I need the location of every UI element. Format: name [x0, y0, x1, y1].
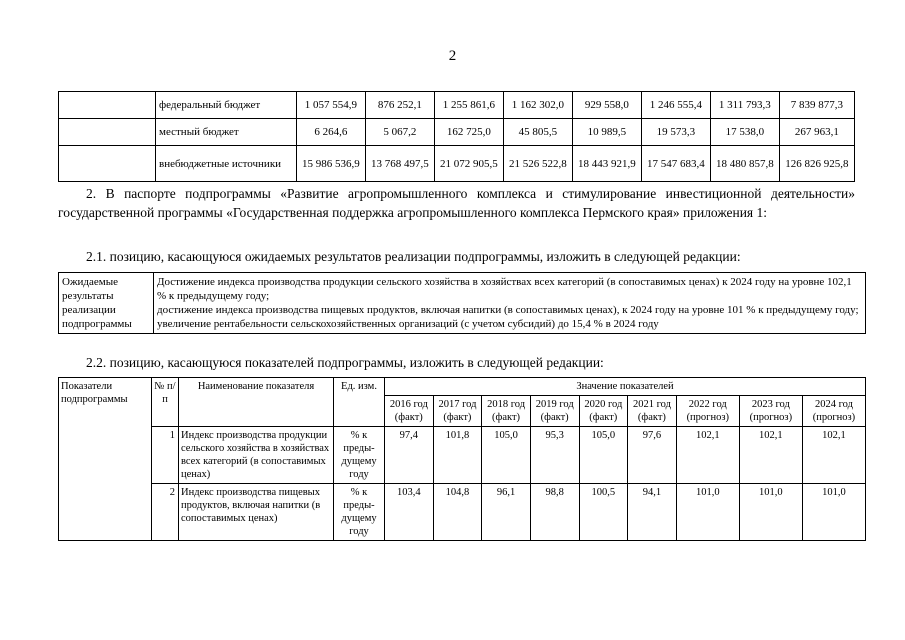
- paragraph-2-2: 2.2. позицию, касающуюся показателей подпрограммы, изложить в следующей редакции:: [86, 355, 604, 370]
- budget-value: 5 067,2: [365, 119, 434, 146]
- budget-row: [59, 92, 855, 119]
- budget-value: 1 162 302,0: [503, 92, 572, 119]
- expected-results-table: [58, 272, 866, 334]
- year-header: 2017 год (факт): [433, 396, 482, 427]
- result-line-3: увеличение рентабельности сельскохозяйственных организаций (с учетом субсидий) до 15,4 % в 2024 году: [157, 318, 659, 330]
- budget-value: 45 805,5: [503, 119, 572, 146]
- year-header: 2018 год (факт): [482, 396, 531, 427]
- indicator-value: 97,6: [628, 427, 677, 484]
- indicator-value: 98,8: [530, 484, 579, 541]
- results-text: [154, 273, 866, 334]
- budget-value: 126 826 925,8: [779, 146, 854, 182]
- indicator-value: 97,4: [385, 427, 434, 484]
- page-number: 2: [448, 48, 457, 64]
- result-line-1: Достижение индекса производства продукции сельского хозяйства в хозяйствах всех категорий (в сопоставимых ценах) к 2024 году на уровне 102,1 % к предыдущему году;: [157, 276, 852, 302]
- year-header: 2019 год (факт): [530, 396, 579, 427]
- budget-row-label: федеральный бюджет: [156, 92, 297, 119]
- budget-value: 17 547 683,4: [641, 146, 710, 182]
- indicators-label: Показатели подпрограммы: [59, 378, 152, 541]
- budget-value: 6 264,6: [296, 119, 365, 146]
- col-num-header: № п/п: [152, 378, 179, 427]
- budget-value: 929 558,0: [572, 92, 641, 119]
- indicator-unit: % к преды-дущему году: [334, 427, 385, 484]
- indicator-value: 104,8: [433, 484, 482, 541]
- result-line-2: достижение индекса производства пищевых продуктов, включая напитки (в сопоставимых ценах), к 2024 году на уровне 101 % к предыдущему году;: [157, 304, 859, 316]
- budget-row: [59, 119, 855, 146]
- indicator-value: 94,1: [628, 484, 677, 541]
- indicator-num: 2: [152, 484, 179, 541]
- col-unit-header: Ед. изм.: [334, 378, 385, 427]
- indicator-value: 102,1: [739, 427, 802, 484]
- paragraph-2: 2. В паспорте подпрограммы «Развитие агропромышленного комплекса и стимулирование инвестиционной деятельности» государственной программы «Государственная поддержка агропромышленного комплекса Пермского края» приложения 1:: [58, 186, 855, 220]
- indicator-value: 101,0: [739, 484, 802, 541]
- indicator-value: 102,1: [802, 427, 865, 484]
- results-header: Ожидаемые результаты реализации подпрограммы: [59, 273, 154, 334]
- budget-value: 21 072 905,5: [434, 146, 503, 182]
- indicator-value: 101,0: [802, 484, 865, 541]
- budget-value: 1 311 793,3: [710, 92, 779, 119]
- budget-value: 17 538,0: [710, 119, 779, 146]
- indicators-table: [58, 377, 866, 541]
- indicator-row: [59, 484, 866, 541]
- paragraph-2-1: 2.1. позицию, касающуюся ожидаемых результатов реализации подпрограммы, изложить в следующей редакции:: [86, 249, 741, 264]
- budget-value: 18 443 921,9: [572, 146, 641, 182]
- budget-value: 21 526 522,8: [503, 146, 572, 182]
- budget-value: 1 255 861,6: [434, 92, 503, 119]
- budget-value: 1 057 554,9: [296, 92, 365, 119]
- year-header: 2021 год (факт): [628, 396, 677, 427]
- year-header: 2022 год (прогноз): [676, 396, 739, 427]
- col-values-header: Значение показателей: [385, 378, 866, 396]
- budget-value: 1 246 555,4: [641, 92, 710, 119]
- blank-cell: [59, 146, 156, 182]
- indicator-row: [59, 427, 866, 484]
- budget-value: 18 480 857,8: [710, 146, 779, 182]
- budget-row-label: внебюджетные источники: [156, 146, 297, 182]
- indicator-value: 100,5: [579, 484, 628, 541]
- indicator-value: 101,8: [433, 427, 482, 484]
- budget-value: 162 725,0: [434, 119, 503, 146]
- col-name-header: Наименование показателя: [179, 378, 334, 427]
- indicator-value: 102,1: [676, 427, 739, 484]
- indicator-unit: % к преды-дущему году: [334, 484, 385, 541]
- indicator-name: Индекс производства пищевых продуктов, включая напитки (в сопоставимых ценах): [179, 484, 334, 541]
- year-header: 2016 год (факт): [385, 396, 434, 427]
- year-header: 2020 год (факт): [579, 396, 628, 427]
- budget-table: [58, 91, 855, 182]
- indicator-name: Индекс производства продукции сельского хозяйства в хозяйствах всех категорий (в сопоставимых ценах): [179, 427, 334, 484]
- indicator-value: 105,0: [482, 427, 531, 484]
- indicator-value: 96,1: [482, 484, 531, 541]
- budget-value: 10 989,5: [572, 119, 641, 146]
- budget-value: 267 963,1: [779, 119, 854, 146]
- blank-cell: [59, 92, 156, 119]
- budget-value: 7 839 877,3: [779, 92, 854, 119]
- indicator-value: 103,4: [385, 484, 434, 541]
- indicator-num: 1: [152, 427, 179, 484]
- indicator-value: 101,0: [676, 484, 739, 541]
- budget-value: 19 573,3: [641, 119, 710, 146]
- indicator-value: 95,3: [530, 427, 579, 484]
- budget-row: [59, 146, 855, 182]
- budget-row-label: местный бюджет: [156, 119, 297, 146]
- budget-value: 15 986 536,9: [296, 146, 365, 182]
- indicator-value: 105,0: [579, 427, 628, 484]
- budget-value: 13 768 497,5: [365, 146, 434, 182]
- year-header: 2024 год (прогноз): [802, 396, 865, 427]
- budget-value: 876 252,1: [365, 92, 434, 119]
- blank-cell: [59, 119, 156, 146]
- year-header: 2023 год (прогноз): [739, 396, 802, 427]
